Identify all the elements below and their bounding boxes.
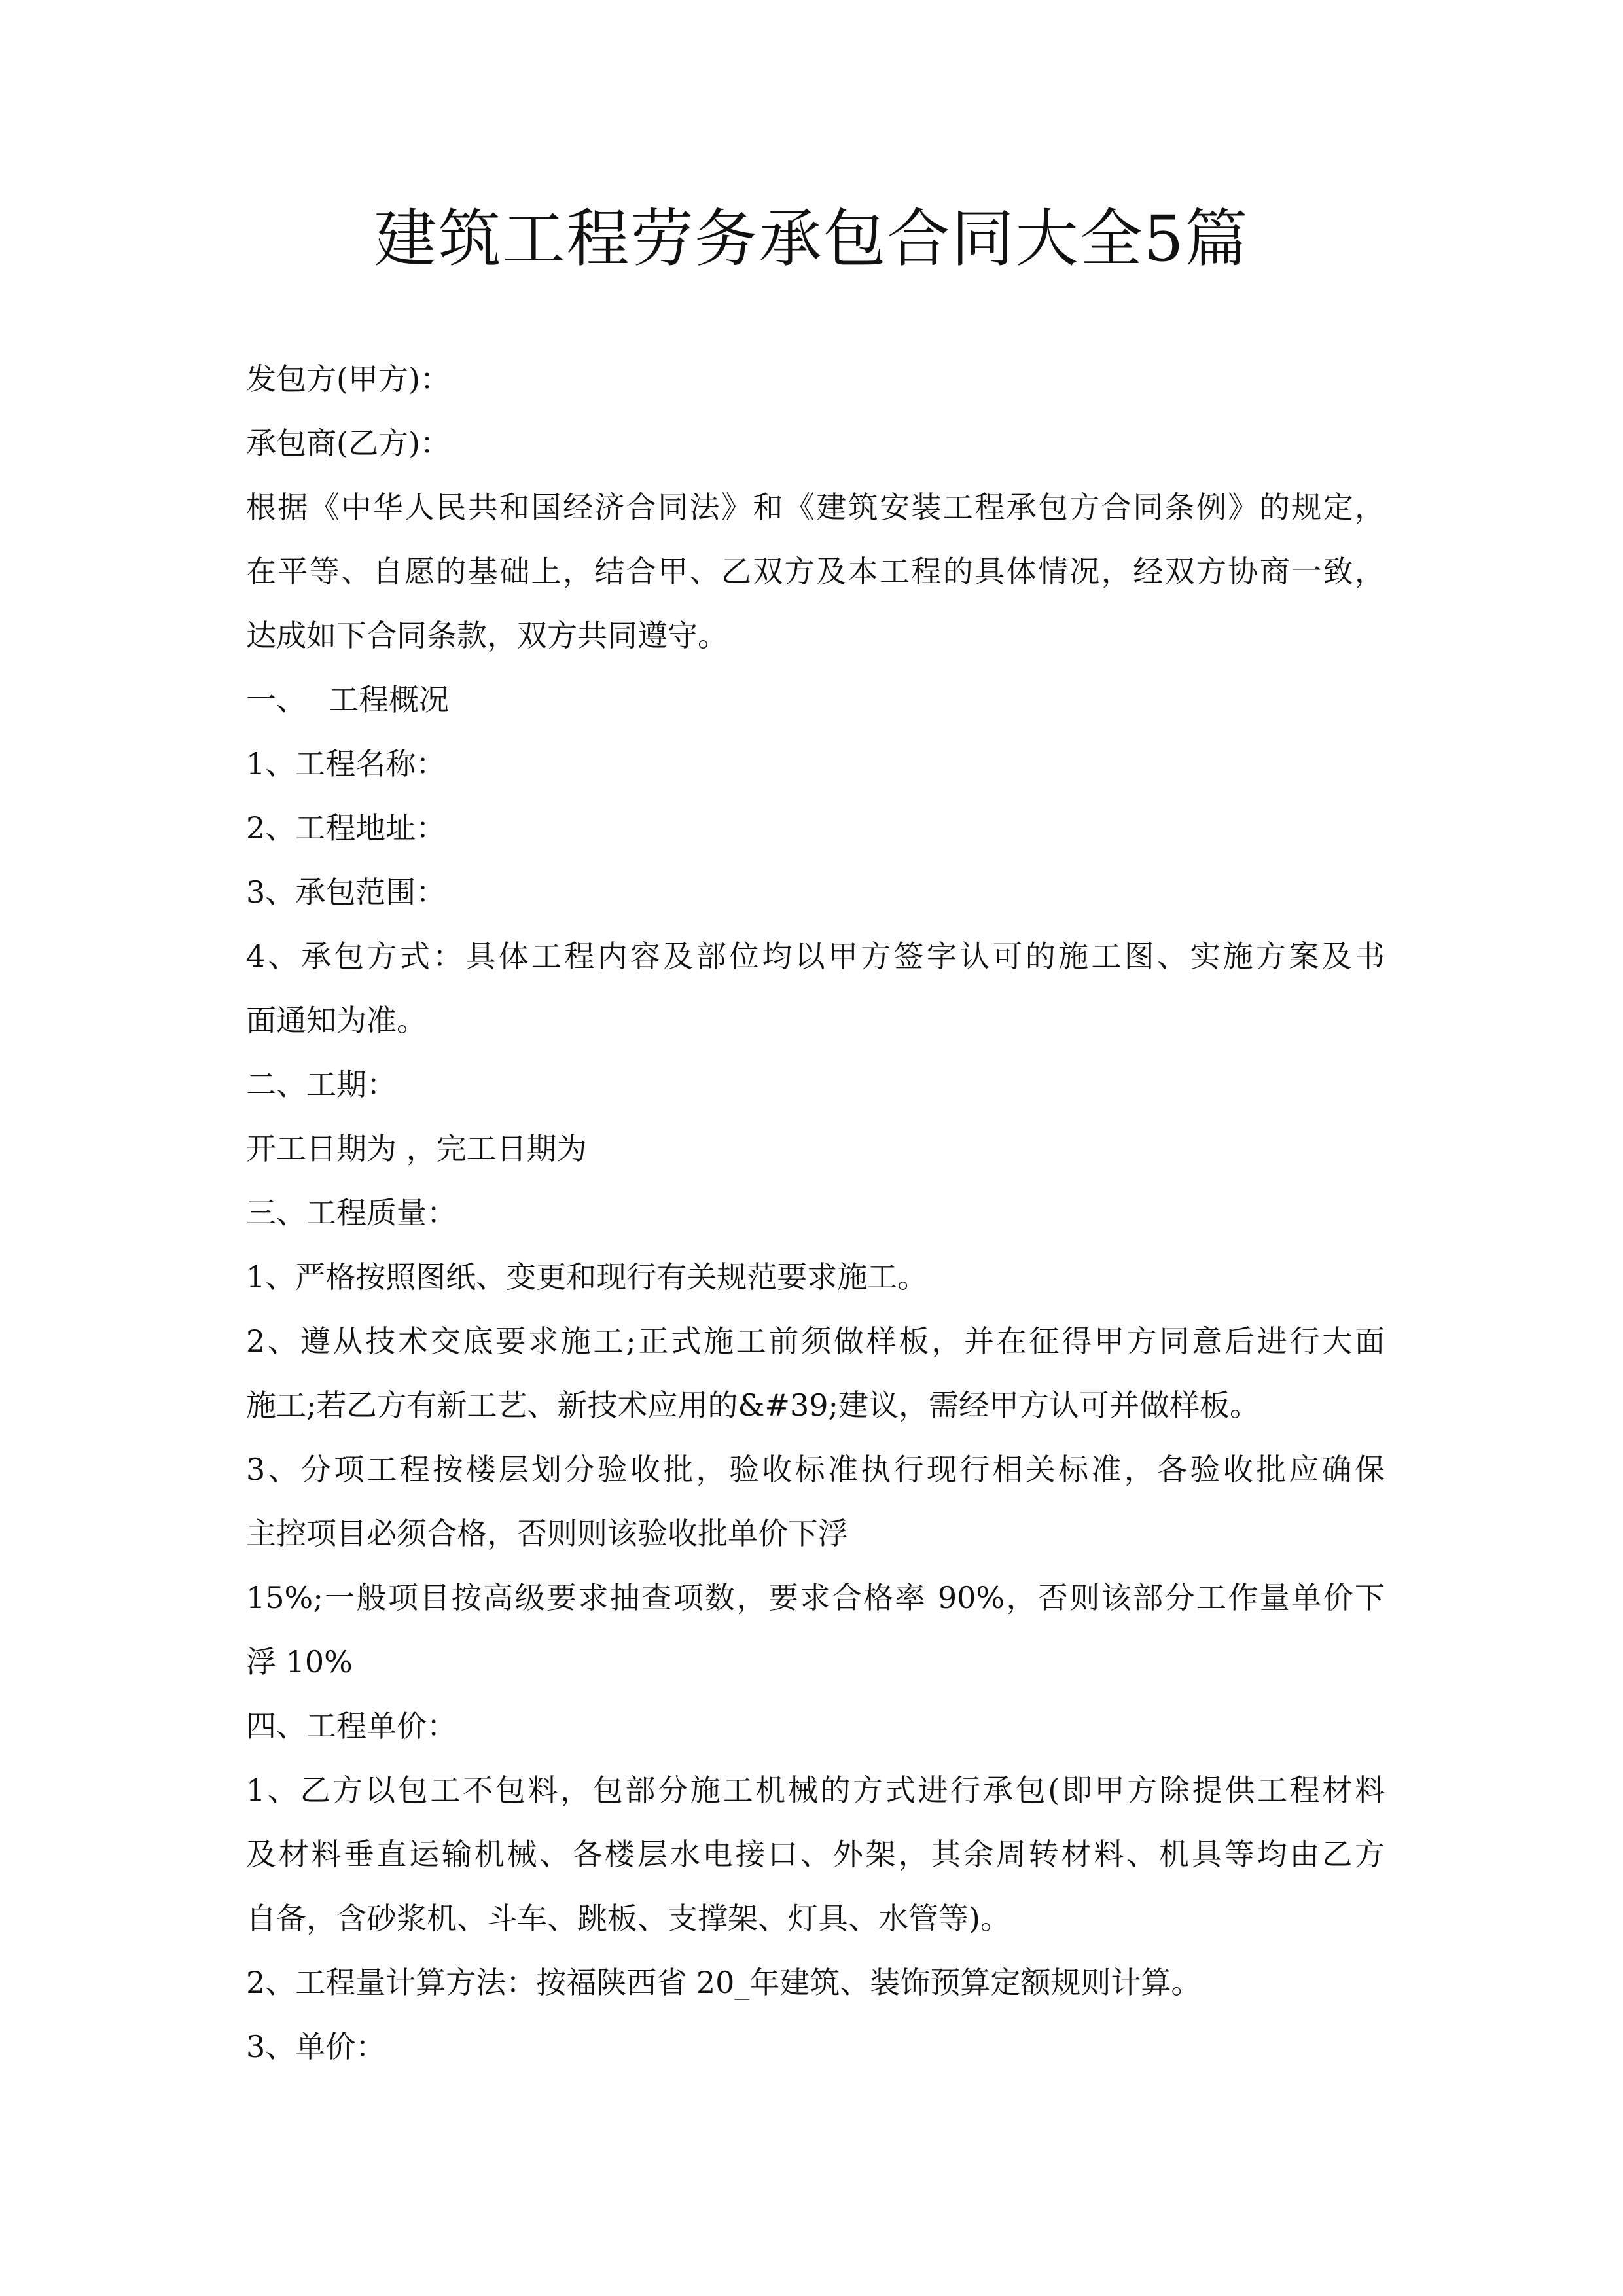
list-item-continuation: 及材料垂直运输机械、各楼层水电接口、外架，其余周转材料、机具等均由乙方 <box>246 1837 1385 1872</box>
list-item: 3、分项工程按楼层划分验收批，验收标准执行现行相关标准，各验收批应确保 <box>246 1452 1385 1487</box>
list-item: 2、工程地址： <box>246 810 446 846</box>
document-title: 建筑工程劳务承包合同大全5篇 <box>374 202 1249 276</box>
list-item: 2、工程量计算方法：按福陕西省 20_年建筑、装饰预算定额规则计算。 <box>246 1965 1202 2000</box>
list-item: 4、承包方式：具体工程内容及部位均以甲方签字认可的施工图、实施方案及书 <box>246 939 1385 974</box>
list-item-continuation: 施工;若乙方有新工艺、新技术应用的&#39;建议，需经甲方认可并做样板。 <box>246 1388 1260 1423</box>
list-item-continuation: 15%;一般项目按高级要求抽查项数，要求合格率 90%，否则该部分工作量单价下 <box>246 1580 1385 1615</box>
party-a-line: 发包方(甲方)： <box>246 361 450 397</box>
document-body <box>246 347 1385 2079</box>
list-item-continuation: 自备，含砂浆机、斗车、跳板、支撑架、灯具、水管等)。 <box>246 1901 1010 1936</box>
list-item: 3、承包范围： <box>246 874 446 910</box>
paragraph-line: 开工日期为 ，完工日期为 <box>246 1131 587 1166</box>
list-item-continuation: 主控项目必须合格，否则则该验收批单价下浮 <box>246 1516 848 1551</box>
section-heading <box>246 668 1385 732</box>
list-item-continuation: 面通知为准。 <box>246 1003 427 1038</box>
paragraph-line: 达成如下合同条款，双方共同遵守。 <box>246 618 728 653</box>
list-item: 1、严格按照图纸、变更和现行有关规范要求施工。 <box>246 1259 928 1295</box>
paragraph-line: 在平等、自愿的基础上，结合甲、乙双方及本工程的具体情况，经双方协商一致， <box>246 554 1385 589</box>
list-item: 3、单价： <box>246 2029 386 2064</box>
section-number: 一、 <box>246 682 306 717</box>
list-item-continuation: 浮 10% <box>246 1644 353 1679</box>
party-b-line: 承包商(乙方)： <box>246 425 450 461</box>
section-heading: 三、工程质量： <box>246 1195 457 1230</box>
section-heading: 二、工期： <box>246 1067 397 1102</box>
section-title: 工程概况 <box>329 682 449 717</box>
list-item: 2、遵从技术交底要求施工;正式施工前须做样板，并在征得甲方同意后进行大面 <box>246 1323 1385 1359</box>
list-item: 1、工程名称： <box>246 746 446 781</box>
section-heading: 四、工程单价： <box>246 1708 457 1744</box>
list-item: 1、乙方以包工不包料，包部分施工机械的方式进行承包(即甲方除提供工程材料 <box>246 1772 1385 1808</box>
paragraph-line: 根据《中华人民共和国经济合同法》和《建筑安装工程承包方合同条例》的规定， <box>246 490 1385 525</box>
